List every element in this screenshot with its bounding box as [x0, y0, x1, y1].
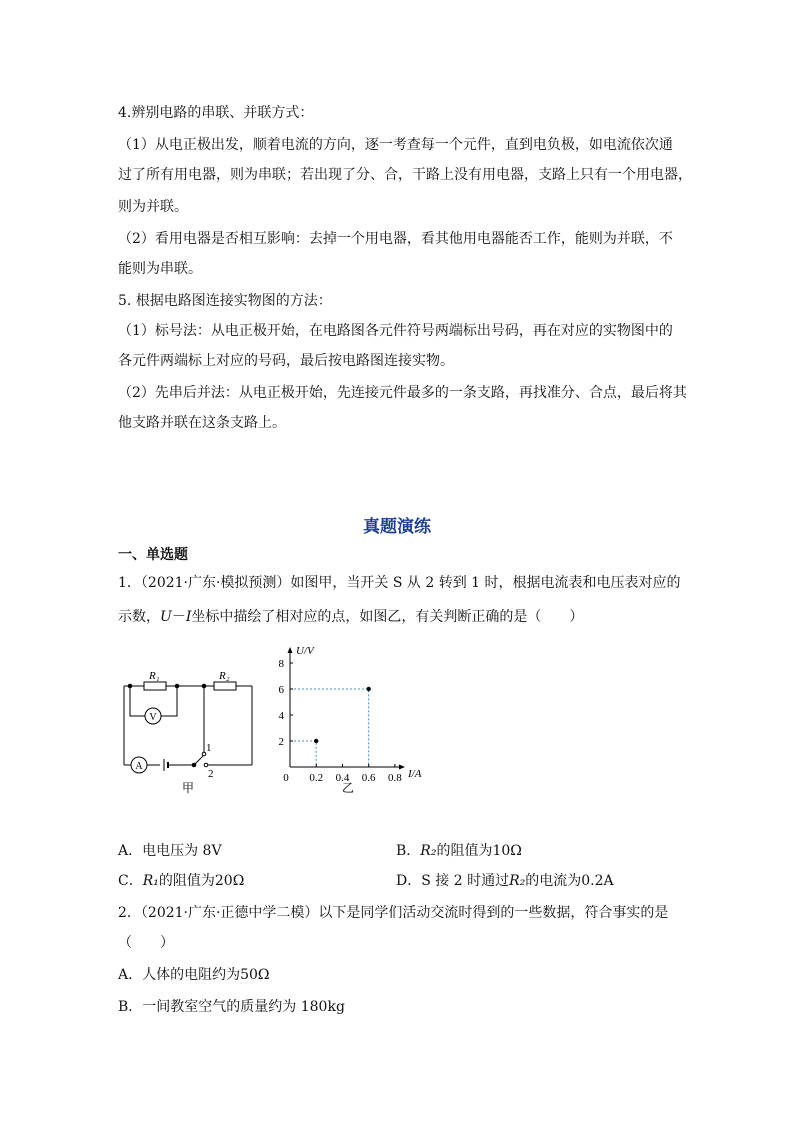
- question-1-stem-line2: [118, 608, 583, 626]
- x-axis-arrow: [399, 765, 405, 770]
- data-point: [314, 739, 318, 743]
- intro-line: 5. 根据电路图连接实物图的方法：: [118, 293, 332, 309]
- intro-line: （1）标号法：从电正极开始，在电路图各元件符号两端标出号码，再在对应的实物图中的: [118, 323, 673, 339]
- option-letter: B．: [396, 843, 421, 859]
- switch-label-1: 1: [206, 742, 212, 754]
- resistor-r2: [214, 682, 236, 690]
- var-i: I: [185, 609, 192, 625]
- data-point: [366, 687, 370, 691]
- question-1-stem: 1．（2021·广东·模拟预测）如图甲，当开关 S 从 2 转到 1 时，根据电流表和电压表对应的: [118, 575, 681, 591]
- intro-line: 过了所有用电器，则为串联；若出现了分、合，干路上没有用电器，支路上只有一个用电器，: [118, 167, 692, 183]
- question-1-figure: [118, 640, 422, 800]
- option-letter: D．S 接 2 时通过: [396, 873, 510, 889]
- text: 坐标中描绘了相对应的点，如图乙，有关判断正确的是（ ）: [191, 609, 584, 625]
- question-2-stem: 2．（2021·广东·正德中学二模）以下是同学们活动交流时得到的一些数据，符合事实的是: [118, 905, 669, 921]
- question-type-title: 一、单选题: [118, 547, 188, 563]
- x-tick-label: 0.4: [335, 772, 350, 784]
- graph-caption: 乙: [341, 781, 355, 795]
- option-text: 的阻值为10Ω: [436, 843, 522, 859]
- y-tick-label: 8: [278, 658, 284, 670]
- y-axis-arrow: [288, 647, 293, 653]
- point-guide-line: [290, 741, 316, 767]
- switch-contact-2: [204, 763, 208, 767]
- question-2-option-a[interactable]: A．人体的电阻约为50Ω: [118, 967, 270, 983]
- x-axis-label: I/A: [408, 768, 422, 780]
- resistor-r1: [144, 682, 166, 690]
- symbol: R₂: [509, 873, 526, 889]
- ammeter-label: A: [135, 761, 143, 772]
- point-guide-line: [290, 689, 369, 767]
- ui-graph: [279, 645, 422, 795]
- x-tick-label: 0.8: [388, 772, 402, 784]
- r2-label: R₂: [219, 670, 230, 682]
- junction-dot: [128, 684, 132, 688]
- y-tick-label: 6: [278, 684, 284, 696]
- question-2-option-b[interactable]: B．一间教室空气的质量约为 180kg: [118, 999, 345, 1015]
- y-axis-label: U/V: [296, 645, 314, 657]
- intro-line: 各元件两端标上对应的号码，最后按电路图连接实物。: [118, 353, 454, 369]
- switch-blade: [194, 756, 203, 765]
- circuit-caption: 甲: [181, 781, 195, 795]
- question-1-option-b[interactable]: [396, 842, 522, 860]
- question-1-option-d[interactable]: [396, 872, 614, 890]
- question-2-stem-line2: （ ）: [118, 935, 174, 951]
- x-tick-label: 0: [283, 772, 289, 784]
- intro-line: （2）看用电器是否相互影响：去掉一个用电器，看其他用电器能否工作，能则为并联，不: [118, 231, 673, 247]
- intro-line: 则为并联。: [118, 199, 188, 215]
- question-1-option-c[interactable]: [118, 872, 244, 890]
- circuit-diagram: [124, 682, 252, 773]
- intro-line: 4.辨别电路的串联、并联方式：: [118, 105, 314, 121]
- question-1-option-a[interactable]: A．电电压为 8V: [118, 843, 222, 859]
- intro-line: 他支路并联在这条支路上。: [118, 415, 286, 431]
- r1-label: R₁: [149, 670, 160, 682]
- var-u: U: [160, 609, 172, 625]
- x-tick-label: 0.2: [309, 772, 324, 784]
- intro-line: 能则为串联。: [118, 261, 202, 277]
- intro-line: （1）从电正极出发，顺着电流的方向，逐一考查每一个元件，直到电负极，如电流依次通: [118, 137, 673, 153]
- switch-label-2: 2: [208, 768, 214, 780]
- option-letter: C．: [118, 873, 143, 889]
- intro-line: （2）先串后并法：从电正极开始，先连接元件最多的一条支路，再找准分、合点，最后将其: [118, 385, 687, 401]
- dash: －: [171, 609, 186, 625]
- y-tick-label: 2: [278, 736, 284, 748]
- text: 示数，: [118, 609, 160, 625]
- y-tick-label: 4: [278, 710, 284, 722]
- symbol: R₂: [420, 843, 437, 859]
- junction-dot: [175, 684, 179, 688]
- symbol: R₁: [142, 873, 159, 889]
- option-text: 的阻值为20Ω: [158, 873, 245, 889]
- section-heading: 真题演练: [363, 517, 431, 537]
- voltmeter-label: V: [149, 712, 157, 723]
- option-text: 的电流为0.2A: [525, 873, 614, 889]
- x-tick-label: 0.6: [361, 772, 376, 784]
